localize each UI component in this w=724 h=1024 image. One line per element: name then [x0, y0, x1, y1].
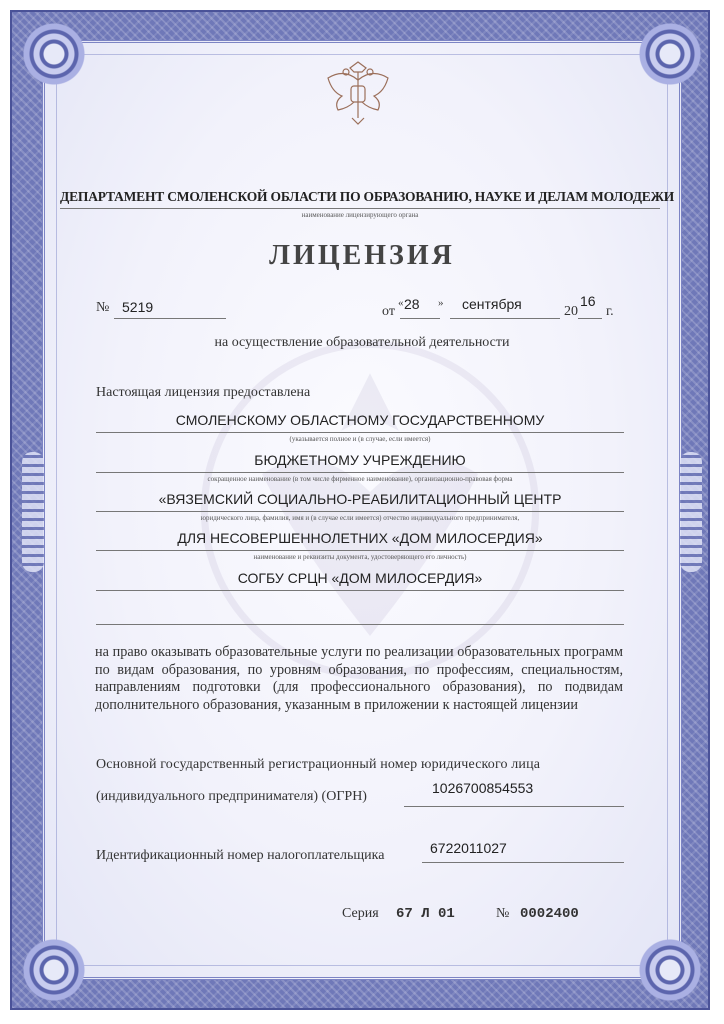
licensee-caption-1: (указывается полное и (в случае, если имеется) — [289, 435, 431, 443]
licensee-line-4: ДЛЯ НЕСОВЕРШЕННОЛЕТНИХ «ДОМ МИЛОСЕРДИЯ» — [177, 530, 543, 546]
underline — [96, 550, 624, 551]
license-number: 5219 — [122, 299, 154, 315]
ogrn-label-line2: (индивидуального предпринимателя) (ОГРН) — [96, 789, 367, 804]
underline — [96, 472, 624, 473]
corner-ornament-bottom-right — [638, 938, 702, 1002]
date-close-quote: » — [438, 297, 444, 309]
underline — [96, 432, 624, 433]
document-title: ЛИЦЕНЗИЯ — [269, 240, 455, 271]
underline — [60, 208, 660, 209]
licensee-line-3: «ВЯЗЕМСКИЙ СОЦИАЛЬНО-РЕАБИЛИТАЦИОННЫЙ ЦЕНТР — [158, 491, 562, 507]
underline — [96, 624, 624, 625]
underline — [578, 318, 602, 319]
date-month: сентября — [462, 296, 522, 312]
coat-of-arms-icon — [320, 58, 396, 128]
licensee-short-name: СОГБУ СРЦН «ДОМ МИЛОСЕРДИЯ» — [237, 570, 483, 586]
underline — [422, 862, 624, 863]
underline — [114, 318, 226, 319]
watermark-emblem-icon — [190, 330, 550, 690]
licensing-authority: ДЕПАРТАМЕНТ СМОЛЕНСКОЙ ОБЛАСТИ ПО ОБРАЗОВАНИЮ, НАУКЕ И ДЕЛАМ МОЛОДЕЖИ — [60, 189, 675, 204]
corner-ornament-bottom-left — [22, 938, 86, 1002]
date-day: 28 — [404, 296, 420, 312]
underline — [400, 318, 440, 319]
form-number-label: № — [496, 906, 510, 921]
side-ornament-left — [22, 452, 44, 572]
license-purpose: на осуществление образовательной деятельности — [214, 335, 510, 350]
series-value: 67 Л 01 — [396, 906, 455, 922]
corner-ornament-top-left — [22, 22, 86, 86]
licensee-caption-3: юридического лица, фамилия, имя и (в случае если имеется) отчество индивидуального предпринимателя, — [200, 514, 520, 522]
inn-value: 6722011027 — [430, 840, 507, 856]
series-label: Серия — [342, 906, 379, 921]
underline — [450, 318, 560, 319]
underline — [404, 806, 624, 807]
ogrn-value: 1026700854553 — [432, 780, 534, 796]
number-label: № — [96, 300, 110, 315]
licensee-line-1: СМОЛЕНСКОМУ ОБЛАСТНОМУ ГОСУДАРСТВЕННОМУ — [175, 412, 545, 428]
date-year-prefix: 20 — [564, 304, 578, 319]
form-number: 0002400 — [520, 906, 579, 922]
date-open-quote: « — [398, 297, 404, 309]
authority-caption: наименование лицензирующего органа — [301, 211, 419, 219]
licensee-line-2: БЮДЖЕТНОМУ УЧРЕЖДЕНИЮ — [254, 452, 466, 468]
rights-text: на право оказывать образовательные услуги по реализации образовательных программ по видам образования, по уровням образования, по профессиям, специальностям, направлениям подготовки (для профессионального образования), по подвидам дополнительного образования, указанным в приложении к настоящей лицензии — [95, 644, 623, 713]
date-year-unit: г. — [606, 304, 614, 319]
underline — [96, 590, 624, 591]
granted-label: Настоящая лицензия предоставлена — [96, 385, 311, 400]
date-year-suffix: 16 — [580, 293, 596, 309]
side-ornament-right — [680, 452, 702, 572]
underline — [96, 511, 624, 512]
licensee-caption-4: наименование и реквизиты документа, удостоверяющего его личность) — [253, 553, 467, 561]
inn-label: Идентификационный номер налогоплательщика — [96, 848, 385, 863]
corner-ornament-top-right — [638, 22, 702, 86]
ogrn-label-line1: Основной государственный регистрационный номер юридического лица — [96, 757, 541, 772]
date-from-label: от — [382, 304, 395, 319]
licensee-caption-2: сокращенное наименование (в том числе фирменное наименование), организационно-правовая форма — [207, 475, 513, 483]
